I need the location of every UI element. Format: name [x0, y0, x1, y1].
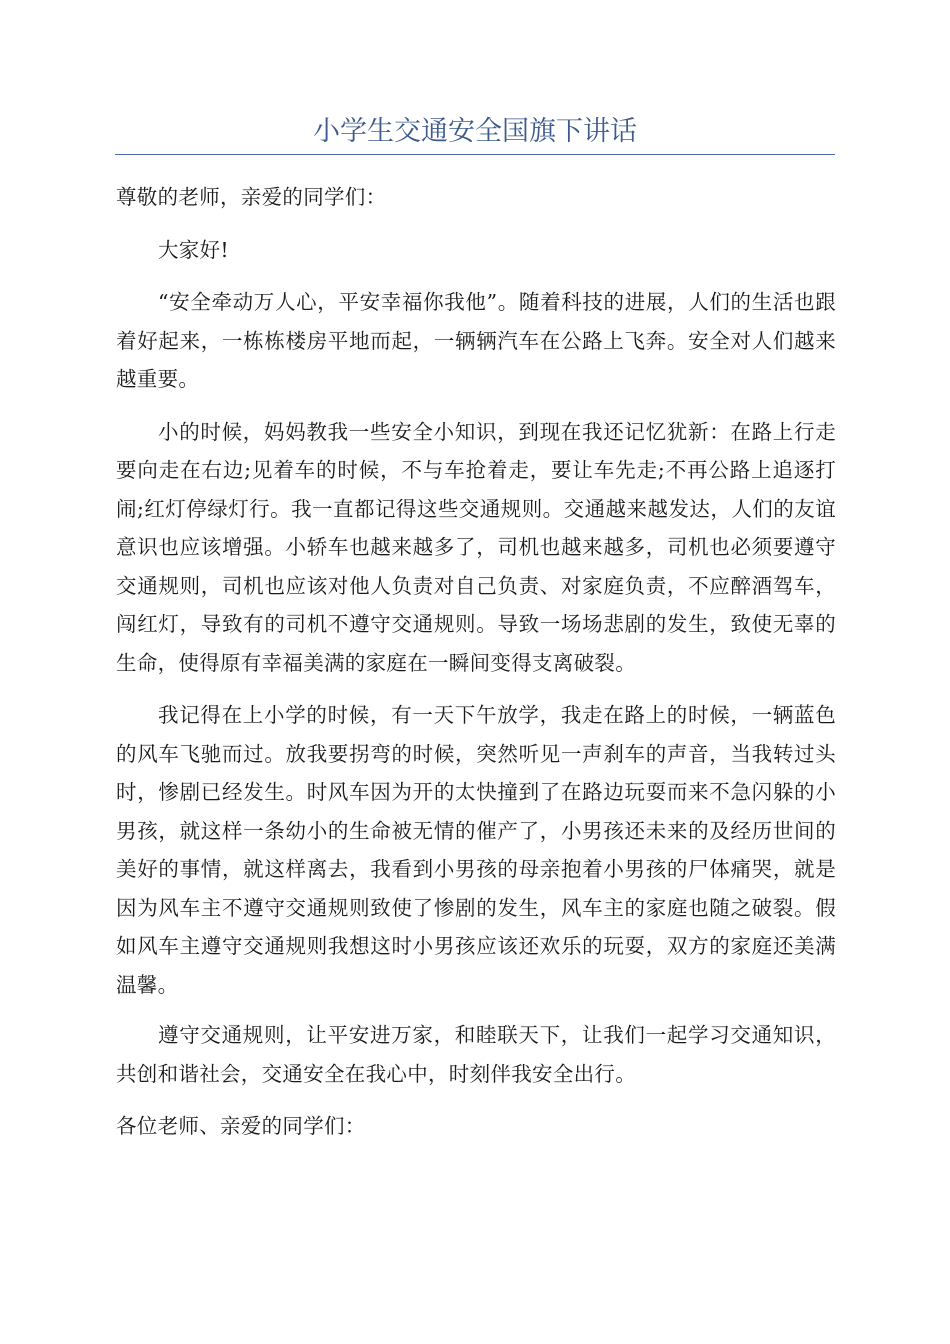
hello-line: 大家好! [158, 237, 229, 262]
paragraph-3: 我记得在上小学的时候，有一天下午放学，我走在路上的时候，一辆蓝色的风车飞驰而过。放我要拐弯的时候，突然听见一声刹车的声音，当我转过头时，惨剧已经发生。时风车因为开的太快撞到了在路边玩耍而来不急闪躲的小男孩，就这样一条幼小的生命被无情的催产了，小男孩还未来的及经历世间的美好的事情，就这样离去，我看到小男孩的母亲抱着小男孩的尸体痛哭，就是因为风车主不遵守交通规则致使了惨剧的发生，风车主的家庭也随之破裂。假如风车主遵守交通规则我想这时小男孩应该还欢乐的玩耍，双方的家庭还美满温馨。 [116, 703, 836, 997]
title-underline [115, 154, 835, 155]
paragraph-1: “安全牵动万人心，平安幸福你我他”。随着科技的进展，人们的生活也跟着好起来，一栋栋楼房平地而起，一辆辆汽车在公路上飞奔。安全对人们越来越重要。 [116, 290, 836, 391]
document-body [116, 178, 836, 1146]
paragraph-4: 遵守交通规则，让平安进万家，和睦联天下，让我们一起学习交通知识，共创和谐社会，交通安全在我心中，时刻伴我安全出行。 [116, 1023, 836, 1086]
document-title: 小学生交通安全国旗下讲话 [313, 116, 637, 147]
paragraph-2: 小的时候，妈妈教我一些安全小知识，到现在我还记忆犹新：在路上行走要向走在右边;见着车的时候，不与车抢着走，要让车先走;不再公路上追逐打闹;红灯停绿灯行。我一直都记得这些交通规则。交通越来越发达，人们的友谊意识也应该增强。小轿车也越来越多了，司机也越来越多，司机也必须要遵守交通规则，司机也应该对他人负责对自己负责、对家庭负责，不应醉酒驾车，闯红灯，导致有的司机不遵守交通规则。导致一场场悲剧的发生，致使无辜的生命，使得原有幸福美满的家庭在一瞬间变得支离破裂。 [116, 419, 836, 675]
greeting-line: 尊敬的老师，亲爱的同学们： [116, 185, 387, 209]
closing-greeting-line: 各位老师、亲爱的同学们： [116, 1114, 366, 1138]
